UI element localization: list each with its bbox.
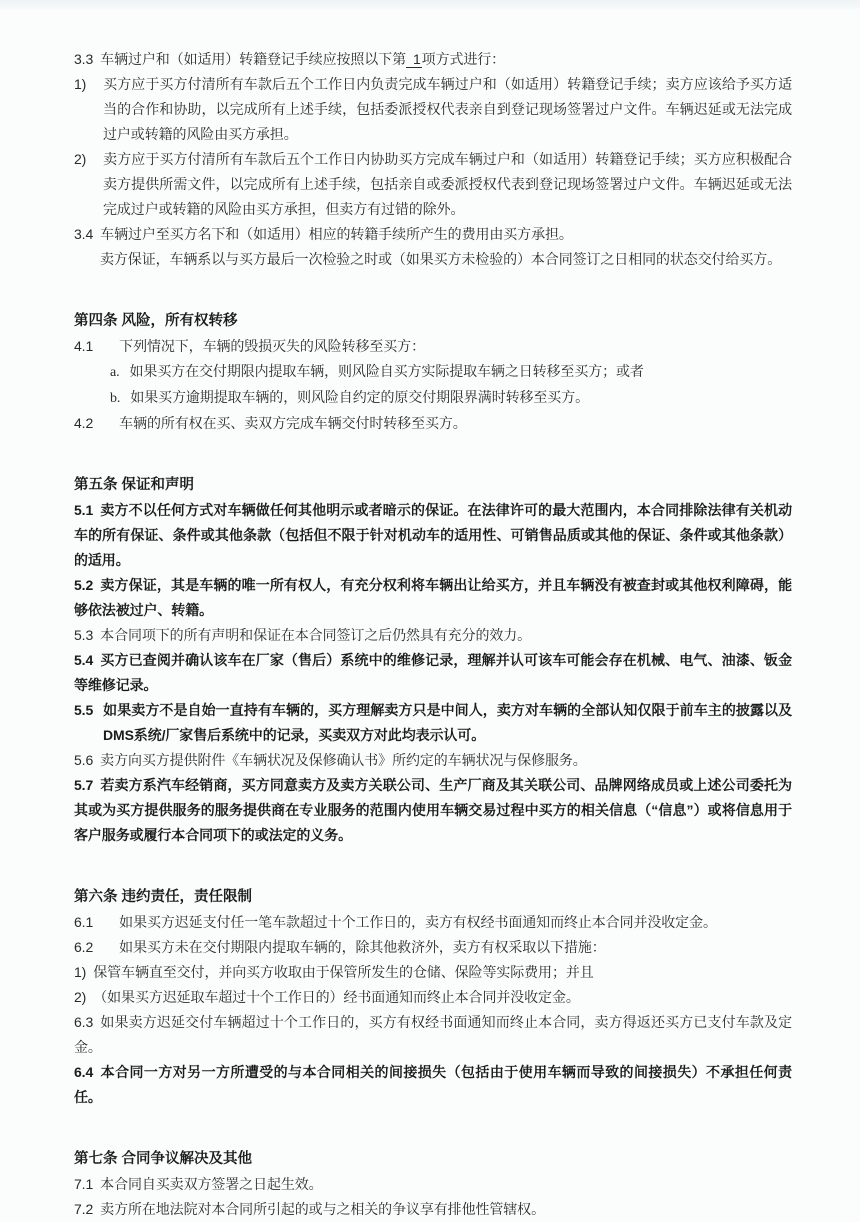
clause-text: 车辆过户至买方名下和（如适用）相应的转籍手续所产生的费用由买方承担。: [100, 226, 573, 242]
clause-6-3: [74, 1010, 792, 1060]
clause-text: 若卖方系汽车经销商，买方同意卖方及卖方关联公司、生产厂商及其关联公司、品牌网络成员或上述公司委托为其或为买方提供服务的服务提供商在专业服务的范围内使用车辆交易过程中买方的相关信息（“信息”）或将信息用于客户服务或履行本合同项下的或法定的义务。: [74, 777, 792, 843]
clause-text: 本合同自买卖双方签署之日起生效。: [100, 1176, 323, 1192]
clause-text: 买方应于买方付清所有车款后五个工作日内负责完成车辆过户和（如适用）转籍登记手续；卖方应该给予买方适当的合作和协助，以完成所有上述手续，包括委派授权代表亲自到登记现场签署过户文件。车辆迟延或无法完成过户或转籍的风险由买方承担。: [103, 76, 792, 142]
clause-text: 车辆的所有权在买、卖双方完成车辆交付时转移至买方。: [119, 415, 467, 431]
clause-number: a.: [110, 365, 120, 380]
clause-text: 下列情况下，车辆的毁损灭失的风险转移至买方：: [119, 338, 425, 354]
clause-text: 本合同一方对另一方所遭受的与本合同相关的间接损失（包括由于使用车辆而导致的间接损失）不承担任何责任。: [74, 1064, 792, 1105]
document-page: [0, 9, 860, 1222]
clause-text: 卖方应于买方付清所有车款后五个工作日内协助买方完成车辆过户和（如适用）转籍登记手续；买方应积极配合卖方提供所需文件，以完成所有上述手续，包括亲自或委派授权代表到登记现场签署过户文件。车辆迟延或无法完成过户或转籍的风险由买方承担，但卖方有过错的除外。: [103, 151, 792, 217]
clause-4-2: [74, 411, 792, 436]
clause-number: 6.3: [74, 1014, 94, 1030]
clause-6-2-measure-2: [74, 985, 792, 1010]
clause-6-2: [74, 935, 792, 960]
clause-text: 卖方保证，其是车辆的唯一所有权人，有充分权利将车辆出让给买方，并且车辆没有被查封或其他权利障碍，能够依法被过户、转籍。: [74, 577, 792, 618]
clause-5-4: [74, 648, 792, 698]
clause-number: b.: [110, 391, 121, 406]
clause-text: 如果买方在交付期限内提取车辆，则风险自买方实际提取车辆之日转移至买方；或者: [129, 363, 644, 379]
clause-text: 如果卖方迟延交付车辆超过十个工作日的，买方有权经书面通知而终止本合同，卖方得返还买方已支付车款及定金。: [74, 1014, 792, 1055]
filled-blank-value: 1: [406, 51, 422, 68]
clause-5-6: [74, 748, 792, 773]
clause-number: 5.7: [74, 777, 94, 793]
page-top-edge: [0, 0, 860, 9]
clause-3-3-option-1: [74, 72, 792, 147]
clause-text: 买方已查阅并确认该车在厂家（售后）系统中的维修记录，理解并认可该车可能会存在机械、电气、油漆、钣金等维修记录。: [74, 652, 792, 693]
clause-5-3: [74, 623, 792, 648]
clause-number: 5.2: [74, 577, 94, 593]
clause-number: 5.4: [74, 652, 94, 668]
clause-3-3-option-2: [74, 147, 792, 222]
clause-number: 6.2: [74, 939, 94, 955]
clause-3-4-note: [74, 247, 792, 272]
section-heading-section-6: 第六条 违约责任，责任限制: [74, 889, 253, 905]
clause-6-1: [74, 910, 792, 935]
clause-4-1-a: [74, 359, 792, 385]
clause-7-2: [74, 1197, 792, 1222]
clause-text: 本合同项下的所有声明和保证在本合同签订之后仍然具有充分的效力。: [100, 627, 532, 643]
clause-number: 5.6: [74, 752, 94, 768]
clause-5-1: [74, 498, 792, 573]
clause-text: 保管车辆直至交付，并向买方收取由于保管所发生的仓储、保险等实际费用；并且: [93, 964, 594, 980]
clause-5-2: [74, 573, 792, 623]
contract-body: [74, 47, 792, 1222]
clause-number: 1): [74, 964, 87, 980]
clause-text: （如果买方迟延取车超过十个工作日的）经书面通知而终止本合同并没收定金。: [93, 989, 580, 1005]
clause-text: 卖方不以任何方式对车辆做任何其他明示或者暗示的保证。在法律许可的最大范围内，本合同排除法律有关机动车的所有保证、条件或其他条款（包括但不限于针对机动车的适用性、可销售品质或其他的保证、条件或其他条款）的适用。: [74, 502, 792, 568]
clause-number: 6.1: [74, 914, 94, 930]
clause-text: 如果买方未在交付期限内提取车辆的，除其他救济外，卖方有权采取以下措施：: [119, 939, 606, 955]
clause-text: 项方式进行：: [421, 51, 506, 67]
clause-3-3: [74, 47, 792, 72]
clause-4-1: [74, 334, 792, 359]
clause-number: 5.3: [74, 627, 94, 643]
clause-3-4: [74, 222, 792, 247]
clause-number: 4.2: [74, 415, 94, 431]
clause-text: 卖方所在地法院对本合同所引起的或与之相关的争议享有排他性管辖权。: [100, 1201, 545, 1217]
clause-number: 3.3: [74, 51, 94, 67]
clause-7-1: [74, 1172, 792, 1197]
clause-number: 1): [74, 76, 87, 92]
clause-4-1-b: [74, 385, 792, 411]
section-heading-section-5: 第五条 保证和声明: [74, 477, 195, 493]
clause-number: 7.2: [74, 1201, 94, 1217]
clause-number: 6.4: [74, 1064, 94, 1080]
clause-number: 5.1: [74, 502, 94, 518]
clause-number: 4.1: [74, 338, 94, 354]
clause-text: 车辆过户和（如适用）转籍登记手续应按照以下第: [100, 51, 406, 67]
clause-5-5: [74, 698, 792, 748]
clause-text: 卖方保证，车辆系以与买方最后一次检验之时或（如果买方未检验的）本合同签订之日相同的状态交付给买方。: [100, 251, 782, 267]
clause-text: 如果买方迟延支付任一笔车款超过十个工作日的，卖方有权经书面通知而终止本合同并没收定金。: [119, 914, 717, 930]
clause-number: 3.4: [74, 226, 94, 242]
clause-number: 5.5: [74, 702, 94, 718]
section-heading-section-4: 第四条 风险，所有权转移: [74, 313, 238, 329]
clause-text: 如果买方逾期提取车辆的，则风险自约定的原交付期限界满时转移至买方。: [130, 389, 590, 405]
clause-6-4: [74, 1060, 792, 1110]
clause-text: 卖方向买方提供附件《车辆状况及保修确认书》所约定的车辆状况与保修服务。: [100, 752, 587, 768]
clause-text: 如果卖方不是自始一直持有车辆的，买方理解卖方只是中间人，卖方对车辆的全部认知仅限于前车主的披露以及DMS系统/厂家售后系统中的记录，买卖双方对此均表示认可。: [103, 702, 792, 743]
clause-6-2-measure-1: [74, 960, 792, 985]
section-heading-section-7: 第七条 合同争议解决及其他: [74, 1151, 253, 1167]
clause-number: 2): [74, 989, 87, 1005]
clause-number: 7.1: [74, 1176, 94, 1192]
clause-5-7: [74, 773, 792, 848]
clause-number: 2): [74, 151, 87, 167]
